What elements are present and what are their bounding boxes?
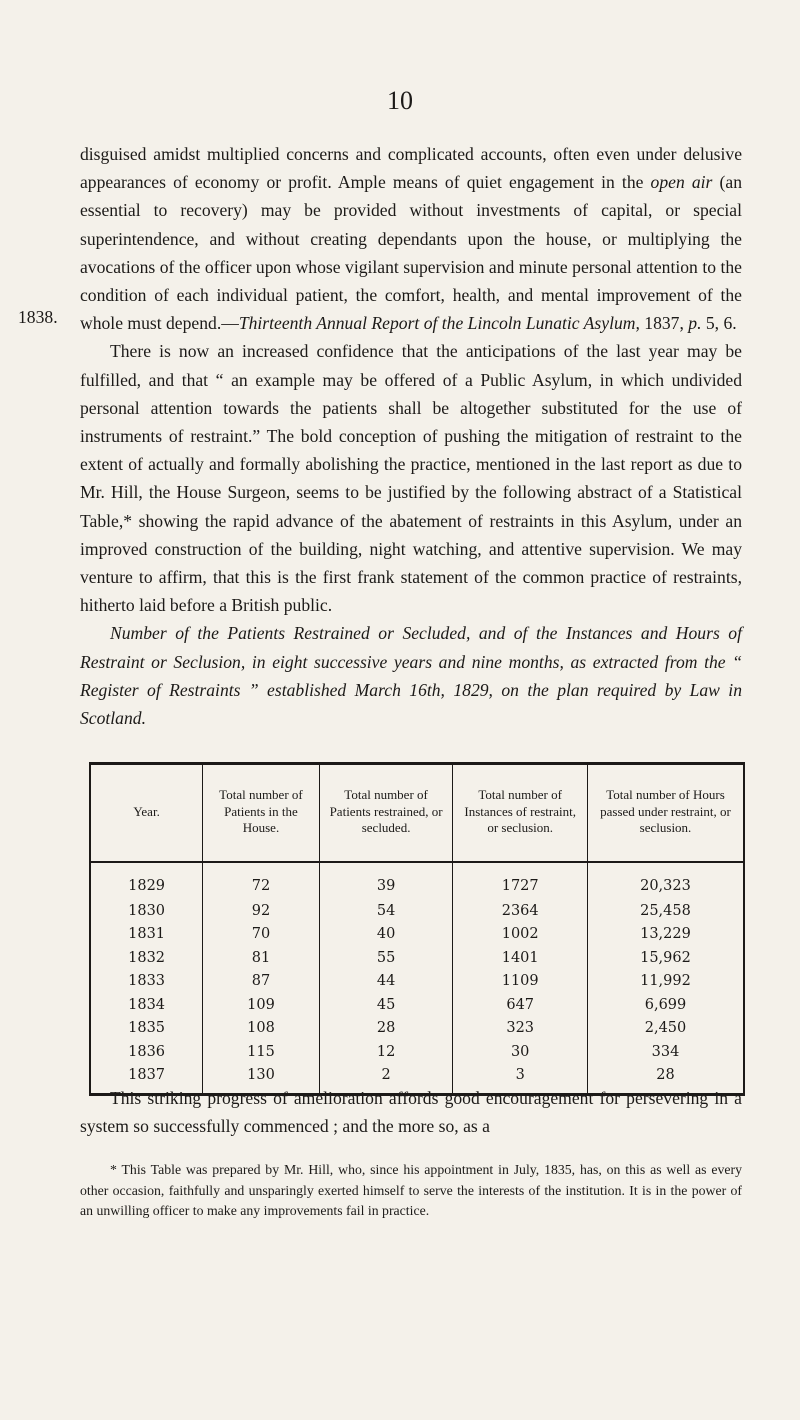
cell-instances: 30	[453, 1040, 588, 1064]
table-row	[90, 946, 744, 970]
cell-patients-restrained: 40	[319, 923, 453, 947]
cell-patients-in-house: 70	[203, 923, 320, 947]
paragraph-1-text-c: 1837,	[639, 313, 689, 334]
cell-patients-restrained: 55	[319, 946, 453, 970]
header-instances: Total number of Instances of restraint, or seclusion.	[453, 764, 588, 863]
cell-hours: 20,323	[587, 862, 744, 899]
header-patients-in-house: Total number of Patients in the House.	[203, 764, 320, 863]
cell-year: 1833	[90, 970, 203, 994]
page-number: 10	[387, 86, 413, 115]
cell-patients-in-house: 92	[203, 899, 320, 923]
table-row	[90, 1040, 744, 1064]
header-hours: Total number of Hours passed under restraint, or seclusion.	[587, 764, 744, 863]
cell-instances: 1727	[453, 862, 588, 899]
main-text	[80, 140, 742, 732]
cell-patients-restrained: 2	[319, 1064, 453, 1095]
paragraph-1	[80, 140, 742, 337]
cell-hours: 334	[587, 1040, 744, 1064]
cell-patients-restrained: 44	[319, 970, 453, 994]
cell-year: 1829	[90, 862, 203, 899]
cell-patients-restrained: 28	[319, 1017, 453, 1041]
cell-instances: 1109	[453, 970, 588, 994]
table-row	[90, 899, 744, 923]
cell-hours: 28	[587, 1064, 744, 1095]
cell-instances: 323	[453, 1017, 588, 1041]
cell-patients-in-house: 130	[203, 1064, 320, 1095]
paragraph-2: There is now an increased confidence that the anticipations of the last year may be fulfilled, and that “ an example may be offered of a Public Asylum, in which undivided personal attention towards the patients shall be altogether substituted for the use of instruments of restraint.” The bold conception of pushing the mitigation of restraint to the extent of actually and formally abolishing the practice, mentioned in the last report as due to Mr. Hill, the House Surgeon, seems to be justified by the following abstract of a Statistical Table,* showing the rapid advance of the abatement of restraints in this Asylum, under an improved construction of the building, night watching, and attentive supervision. We may venture to affirm, that this is the first frank statement of the common practice of restraints, hitherto laid before a British public.	[80, 341, 742, 616]
paragraph-1-text-a: disguised amidst multiplied concerns and complicated accounts, often even under delusive appearances of economy or profit. Ample means of quiet engagement in the	[80, 144, 742, 193]
cell-patients-in-house: 109	[203, 993, 320, 1017]
footnote: * This Table was prepared by Mr. Hill, who, since his appointment in July, 1835, has, on this as well as every other occasion, faithfully and unsparingly exerted himself to serve the interests of the institution. It is in the power of an unwilling officer to make any improvements fail in practice.	[80, 1162, 742, 1218]
paragraph-1-emphasis-c: p.	[688, 313, 702, 334]
table-header-row	[90, 764, 744, 863]
header-year: Year.	[90, 764, 203, 863]
cell-year: 1836	[90, 1040, 203, 1064]
paragraph-1-emphasis-a: open air	[650, 172, 713, 193]
cell-patients-in-house: 87	[203, 970, 320, 994]
paragraph-1-text-d: 5, 6.	[701, 313, 737, 334]
cell-instances: 3	[453, 1064, 588, 1095]
table-row	[90, 993, 744, 1017]
paragraph-3: This striking progress of amelioration affords good encouragement for persevering in a system so successfully commenced ; and the more so, as a	[80, 1088, 742, 1137]
statistics-table	[89, 762, 745, 1096]
statistics-table-container	[89, 762, 745, 1096]
cell-hours: 25,458	[587, 899, 744, 923]
paragraph-1-citation: Thirteenth Annual Report of the Lincoln Lunatic Asylum,	[238, 313, 640, 334]
cell-instances: 2364	[453, 899, 588, 923]
cell-patients-restrained: 54	[319, 899, 453, 923]
cell-hours: 15,962	[587, 946, 744, 970]
table-row	[90, 1017, 744, 1041]
cell-year: 1830	[90, 899, 203, 923]
cell-hours: 6,699	[587, 993, 744, 1017]
paragraph-1-text-b: (an essential to recovery) may be provided without investments of capital, or special superintendence, and without creating dependants upon the house, or multiplying the avocations of the officer upon whose vigilant supervision and minute personal attention to the condition of each individual patient, the comfort, health, and mental improvement of the whole must depend.—	[80, 172, 742, 334]
table-caption: Number of the Patients Restrained or Secluded, and of the Instances and Hours of Restraint or Seclusion, in eight successive years and nine months, as extracted from the “ Register of Restraints ” established March 16th, 1829, on the plan required by Law in Scotland.	[80, 623, 742, 729]
cell-patients-in-house: 72	[203, 862, 320, 899]
cell-patients-in-house: 115	[203, 1040, 320, 1064]
cell-year: 1832	[90, 946, 203, 970]
cell-hours: 2,450	[587, 1017, 744, 1041]
cell-year: 1834	[90, 993, 203, 1017]
table-row	[90, 923, 744, 947]
cell-year: 1837	[90, 1064, 203, 1095]
cell-hours: 11,992	[587, 970, 744, 994]
table-row	[90, 862, 744, 899]
cell-instances: 1401	[453, 946, 588, 970]
cell-instances: 1002	[453, 923, 588, 947]
header-patients-restrained: Total number of Patients restrained, or secluded.	[319, 764, 453, 863]
cell-patients-restrained: 12	[319, 1040, 453, 1064]
cell-year: 1835	[90, 1017, 203, 1041]
cell-instances: 647	[453, 993, 588, 1017]
cell-patients-in-house: 108	[203, 1017, 320, 1041]
table-row	[90, 970, 744, 994]
cell-patients-restrained: 39	[319, 862, 453, 899]
margin-year: 1838.	[18, 307, 58, 327]
cell-year: 1831	[90, 923, 203, 947]
cell-patients-in-house: 81	[203, 946, 320, 970]
cell-patients-restrained: 45	[319, 993, 453, 1017]
cell-hours: 13,229	[587, 923, 744, 947]
